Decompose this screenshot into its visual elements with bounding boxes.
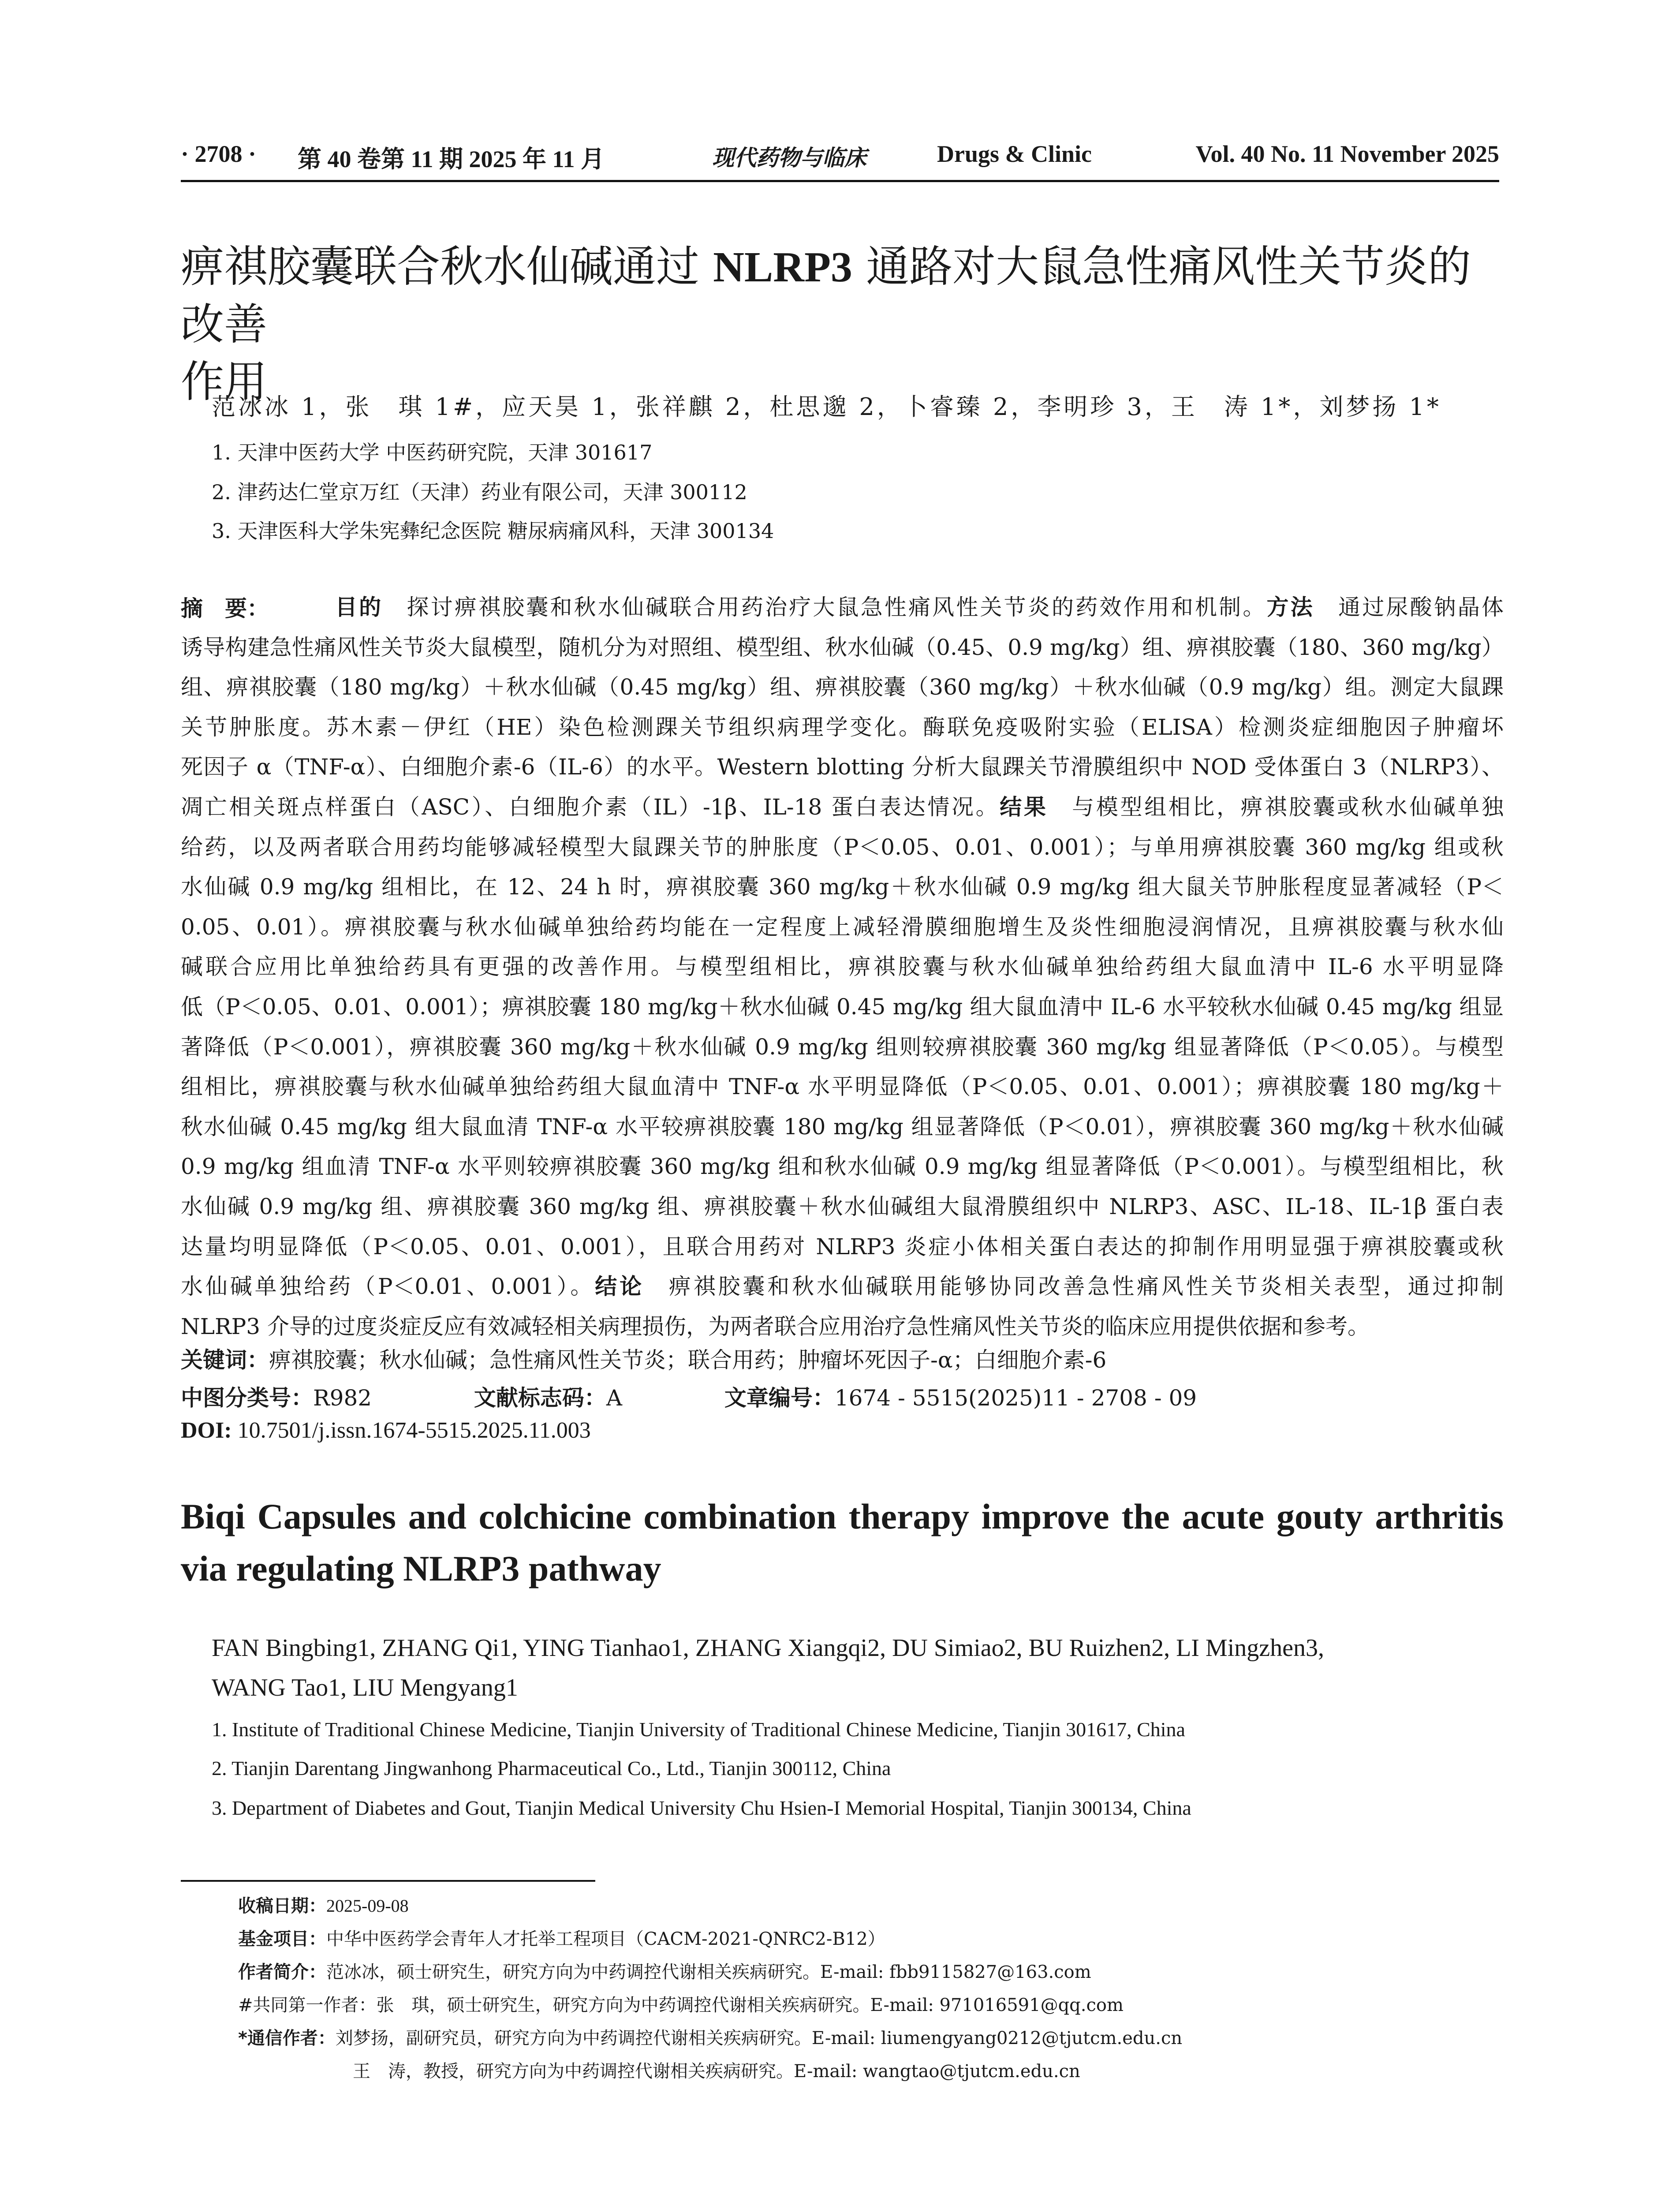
title-cn-part1: 痹祺胶囊联合秋水仙碱通过 — [181, 242, 713, 292]
page-number: · 2708 · — [181, 141, 257, 167]
footnote-fund — [238, 1925, 885, 1950]
page-title-en: Biqi Capsules and colchicine combination therapy improve the acute gouty arthritis via regulating NLRP3 pathway — [181, 1496, 1504, 1588]
authors-cn: 范冰冰 1，张 琪 1#，应天昊 1，张祥麒 2，杜思邈 2，卜睿臻 2，李明珍 3，王 涛 1*，刘梦扬 1* — [212, 393, 1441, 421]
running-head — [181, 140, 1499, 182]
title-cn-line2: 作用 — [181, 357, 268, 407]
fund-value: 中华中医药学会青年人才托举工程项目（CACM-2021-QNRC2-B12） — [326, 1929, 885, 1949]
abstract-line: 达量均明显降低（P＜0.05、0.01、0.001），且联合用药对 NLRP3 炎症小体相关蛋白表达的抑制作用明显强于痹祺胶囊或秋 — [181, 1233, 1504, 1259]
abstract-line: 凋亡相关斑点样蛋白（ASC）、白细胞介素（IL）-1β、IL-18 蛋白表达情况。结果 与模型组相比，痹祺胶囊或秋水仙碱单独 — [181, 794, 1504, 820]
abstract-line: NLRP3 介导的过度炎症反应有效减轻相关病理损伤，为两者联合应用治疗急性痛风性关节炎的临床应用提供依据和参考。 — [181, 1313, 1370, 1339]
abstract-line: 水仙碱单独给药（P＜0.01、0.001）。结论 痹祺胶囊和秋水仙碱联用能够协同改善急性痛风性关节炎相关表型，通过抑制 — [181, 1274, 1504, 1300]
footnote-author — [238, 1958, 1091, 1983]
author-bio-value: 范冰冰，硕士研究生，研究方向为中药调控代谢相关疾病研究。E-mail: fbb9115827@163.com — [326, 1962, 1091, 1982]
page-title-cn — [181, 238, 1504, 411]
affiliation-en-2: 2. Tianjin Darentang Jingwanhong Pharmaceutical Co., Ltd., Tianjin 300112, China — [212, 1757, 891, 1779]
journal-name-en: Drugs & Clinic — [937, 141, 1092, 167]
doi — [181, 1417, 591, 1443]
abstract-line: 组相比，痹祺胶囊与秋水仙碱单独给药组大鼠血清中 TNF-α 水平明显降低（P＜0.05、0.01、0.001）；痹祺胶囊 180 mg/kg＋ — [181, 1074, 1504, 1100]
authors-en-line-2: WANG Tao1, LIU Mengyang1 — [212, 1674, 518, 1701]
footnote-cofirst — [238, 1991, 1124, 2016]
abstract-line: 水仙碱 0.9 mg/kg 组相比，在 12、24 h 时，痹祺胶囊 360 mg/kg＋秋水仙碱 0.9 mg/kg 组大鼠关节肿胀程度显著减轻（P＜ — [181, 874, 1504, 900]
title-cn-part3: 通路对大鼠急性痛风性关节炎的改善 — [181, 242, 1471, 350]
cofirst-value: 张 琪，硕士研究生，研究方向为中药调控代谢相关疾病研究。E-mail: 971016591@qq.com — [376, 1995, 1124, 2015]
footnote-corresponding-2: 王 涛，教授，研究方向为中药调控代谢相关疾病研究。E-mail: wangtao@tjutcm.edu.cn — [353, 2061, 1080, 2082]
clc-label: 中图分类号： — [181, 1385, 313, 1411]
corresponding-label: *通信作者： — [238, 2028, 336, 2048]
abstract-line: 0.9 mg/kg 组血清 TNF-α 水平则较痹祺胶囊 360 mg/kg 组和秋水仙碱 0.9 mg/kg 组显著降低（P＜0.001）。与模型组相比，秋 — [181, 1154, 1504, 1180]
footnote-rule — [181, 1880, 595, 1882]
received-label: 收稿日期： — [238, 1896, 326, 1916]
affiliation-cn-2: 2. 津药达仁堂京万红（天津）药业有限公司，天津 300112 — [212, 480, 747, 504]
clc-value: R982 — [313, 1385, 372, 1411]
journal-name-cn: 现代药物与临床 — [712, 145, 866, 171]
doc-code-label: 文献标志码： — [474, 1385, 606, 1411]
abstract-line: 给药，以及两者联合用药均能够减轻模型大鼠踝关节的肿胀度（P＜0.05、0.01、0.001）；与单用痹祺胶囊 360 mg/kg 组或秋 — [181, 834, 1504, 860]
abstract-section-keyword: 方法 — [1266, 594, 1314, 620]
abstract-line: 碱联合应用比单独给药具有更强的改善作用。与模型组相比，痹祺胶囊与秋水仙碱单独给药组大鼠血清中 IL-6 水平明显降 — [181, 954, 1504, 980]
abstract-section-keyword: 结论 — [595, 1274, 644, 1300]
corresponding-1: 刘梦扬，副研究员，研究方向为中药调控代谢相关疾病研究。E-mail: liumengyang0212@tjutcm.edu.cn — [335, 2028, 1183, 2048]
keywords-text: 痹祺胶囊；秋水仙碱；急性痛风性关节炎；联合用药；肿瘤坏死因子-α；白细胞介素-6 — [269, 1347, 1107, 1373]
cofirst-label: #共同第一作者： — [238, 1995, 377, 2015]
classification — [181, 1380, 1197, 1412]
keywords — [181, 1342, 1106, 1374]
affiliation-cn-1: 1. 天津中医药大学 中医药研究院，天津 301617 — [212, 441, 653, 464]
footnote-corresponding — [238, 2024, 1182, 2049]
issue-cn: 第 40 卷第 11 期 2025 年 11 月 — [298, 146, 605, 172]
title-cn-part2: NLRP3 — [713, 243, 852, 291]
abstract-line: 秋水仙碱 0.45 mg/kg 组大鼠血清 TNF-α 水平较痹祺胶囊 180 mg/kg 组显著降低（P＜0.01），痹祺胶囊 360 mg/kg＋秋水仙碱 — [181, 1114, 1504, 1140]
abstract-line: 组、痹祺胶囊（180 mg/kg）＋秋水仙碱（0.45 mg/kg）组、痹祺胶囊（360 mg/kg）＋秋水仙碱（0.9 mg/kg）组。测定大鼠踝 — [181, 674, 1504, 700]
abstract-line: 著降低（P＜0.001），痹祺胶囊 360 mg/kg＋秋水仙碱 0.9 mg/kg 组则较痹祺胶囊 360 mg/kg 组显著降低（P＜0.05）。与模型 — [181, 1034, 1504, 1060]
issue-en: Vol. 40 No. 11 November 2025 — [1195, 141, 1499, 167]
authors-en-line-1: FAN Bingbing1, ZHANG Qi1, YING Tianhao1, ZHANG Xiangqi2, DU Simiao2, BU Ruizhen2, LI Mingzhen3, — [212, 1634, 1324, 1662]
abstract-section-keyword: 目的 — [335, 594, 383, 620]
doi-value: 10.7501/j.issn.1674-5515.2025.11.003 — [237, 1418, 591, 1443]
article-id-label: 文章编号： — [724, 1385, 835, 1411]
abstract-section-keyword: 结果 — [1000, 794, 1048, 820]
abstract-label — [181, 587, 269, 630]
abstract-line: 目的 探讨痹祺胶囊和秋水仙碱联合用药治疗大鼠急性痛风性关节炎的药效作用和机制。方法 通过尿酸钠晶体 — [335, 594, 1504, 620]
doi-label: DOI: — [181, 1418, 232, 1443]
abstract-line: 死因子 α（TNF-α）、白细胞介素-6（IL-6）的水平。Western blotting 分析大鼠踝关节滑膜组织中 NOD 受体蛋白 3（NLRP3）、 — [181, 754, 1504, 780]
abstract-line: 诱导构建急性痛风性关节炎大鼠模型，随机分为对照组、模型组、秋水仙碱（0.45、0.9 mg/kg）组、痹祺胶囊（180、360 mg/kg） — [181, 634, 1504, 660]
keywords-label: 关键词： — [181, 1347, 269, 1373]
article-id-value: 1674 - 5515(2025)11 - 2708 - 09 — [834, 1385, 1197, 1411]
received-value: 2025-09-08 — [326, 1896, 409, 1916]
doc-code-value: A — [606, 1385, 623, 1411]
author-bio-label: 作者简介： — [238, 1962, 326, 1982]
footnote-received — [238, 1892, 409, 1917]
abstract-line: 关节肿胀度。苏木素－伊红（HE）染色检测踝关节组织病理学变化。酶联免疫吸附实验（ELISA）检测炎症细胞因子肿瘤坏 — [181, 714, 1504, 740]
abstract-line: 0.05、0.01）。痹祺胶囊与秋水仙碱单独给药均能在一定程度上减轻滑膜细胞增生及炎性细胞浸润情况，且痹祺胶囊与秋水仙 — [181, 914, 1504, 940]
fund-label: 基金项目： — [238, 1929, 326, 1949]
affiliation-cn-3: 3. 天津医科大学朱宪彝纪念医院 糖尿病痛风科，天津 300134 — [212, 519, 774, 543]
affiliation-en-3: 3. Department of Diabetes and Gout, Tianjin Medical University Chu Hsien-I Memorial Hospital, Tianjin 300134, China — [212, 1797, 1191, 1819]
affiliation-en-1: 1. Institute of Traditional Chinese Medicine, Tianjin University of Traditional Chinese Medicine, Tianjin 301617, China — [212, 1718, 1185, 1741]
abstract-line: 低（P＜0.05、0.01、0.001）；痹祺胶囊 180 mg/kg＋秋水仙碱 0.45 mg/kg 组大鼠血清中 IL-6 水平较秋水仙碱 0.45 mg/kg 组显 — [181, 994, 1504, 1020]
abstract-label-text: 摘 要： — [181, 596, 269, 621]
abstract-line: 水仙碱 0.9 mg/kg 组、痹祺胶囊 360 mg/kg 组、痹祺胶囊＋秋水仙碱组大鼠滑膜组织中 NLRP3、ASC、IL-18、IL-1β 蛋白表 — [181, 1194, 1504, 1219]
